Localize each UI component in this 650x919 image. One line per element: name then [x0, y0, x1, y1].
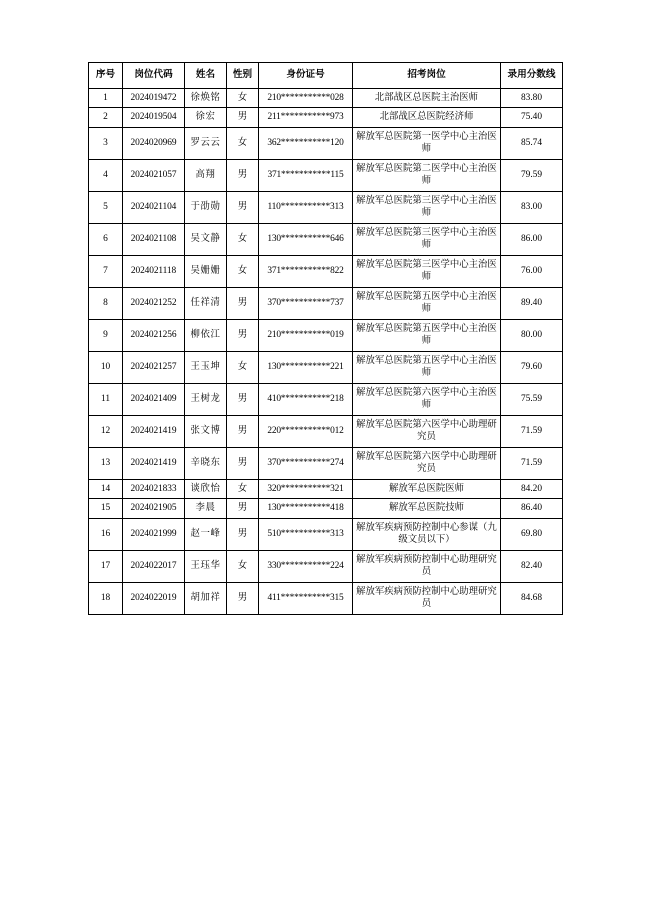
table-row	[89, 383, 563, 415]
cell-name: 王树龙	[185, 383, 227, 415]
table-row	[89, 550, 563, 582]
cell-id-number: 330***********224	[259, 550, 353, 582]
table-row	[89, 287, 563, 319]
cell-score-line: 69.80	[501, 518, 563, 550]
cell-post-code: 2024021409	[123, 383, 185, 415]
cell-position: 解放军总医院第五医学中心主治医师	[353, 287, 501, 319]
cell-gender: 男	[227, 287, 259, 319]
cell-name: 吴姗姗	[185, 255, 227, 287]
cell-gender: 男	[227, 415, 259, 447]
cell-index: 12	[89, 415, 123, 447]
cell-score-line: 84.68	[501, 582, 563, 614]
cell-index: 14	[89, 479, 123, 499]
column-header-name: 姓名	[185, 63, 227, 89]
cell-score-line: 76.00	[501, 255, 563, 287]
table-row	[89, 499, 563, 519]
cell-name: 于劭勋	[185, 191, 227, 223]
cell-index: 2	[89, 108, 123, 128]
cell-gender: 男	[227, 383, 259, 415]
cell-score-line: 83.80	[501, 88, 563, 108]
cell-id-number: 320***********321	[259, 479, 353, 499]
cell-gender: 女	[227, 351, 259, 383]
cell-gender: 男	[227, 191, 259, 223]
cell-id-number: 370***********737	[259, 287, 353, 319]
cell-score-line: 75.40	[501, 108, 563, 128]
cell-post-code: 2024021118	[123, 255, 185, 287]
cell-id-number: 371***********822	[259, 255, 353, 287]
cell-index: 8	[89, 287, 123, 319]
cell-id-number: 130***********646	[259, 223, 353, 255]
cell-name: 胡加祥	[185, 582, 227, 614]
table-row	[89, 319, 563, 351]
cell-post-code: 2024022017	[123, 550, 185, 582]
cell-id-number: 110***********313	[259, 191, 353, 223]
table-header-row	[89, 63, 563, 89]
cell-name: 李晨	[185, 499, 227, 519]
cell-gender: 女	[227, 88, 259, 108]
column-header-id-number: 身份证号	[259, 63, 353, 89]
cell-position: 解放军总医院技师	[353, 499, 501, 519]
cell-score-line: 71.59	[501, 447, 563, 479]
cell-post-code: 2024021256	[123, 319, 185, 351]
cell-gender: 女	[227, 223, 259, 255]
cell-index: 4	[89, 159, 123, 191]
cell-name: 赵一峰	[185, 518, 227, 550]
cell-post-code: 2024021104	[123, 191, 185, 223]
table-row	[89, 223, 563, 255]
table-row	[89, 518, 563, 550]
cell-index: 16	[89, 518, 123, 550]
cell-name: 徐焕铭	[185, 88, 227, 108]
cell-index: 17	[89, 550, 123, 582]
cell-name: 王珏华	[185, 550, 227, 582]
cell-id-number: 362***********120	[259, 127, 353, 159]
cell-score-line: 80.00	[501, 319, 563, 351]
cell-position: 解放军疾病预防控制中心参谋（九级文员以下）	[353, 518, 501, 550]
cell-position: 解放军疾病预防控制中心助理研究员	[353, 550, 501, 582]
cell-position: 解放军总医院第三医学中心主治医师	[353, 191, 501, 223]
cell-gender: 男	[227, 108, 259, 128]
cell-name: 徐宏	[185, 108, 227, 128]
cell-post-code: 2024021905	[123, 499, 185, 519]
cell-id-number: 510***********313	[259, 518, 353, 550]
cell-index: 5	[89, 191, 123, 223]
cell-gender: 女	[227, 479, 259, 499]
cell-id-number: 370***********274	[259, 447, 353, 479]
cell-gender: 女	[227, 127, 259, 159]
cell-gender: 男	[227, 518, 259, 550]
table-row	[89, 127, 563, 159]
cell-index: 13	[89, 447, 123, 479]
cell-name: 高翔	[185, 159, 227, 191]
cell-name: 张文博	[185, 415, 227, 447]
cell-position: 解放军总医院第一医学中心主治医师	[353, 127, 501, 159]
cell-name: 罗云云	[185, 127, 227, 159]
cell-index: 11	[89, 383, 123, 415]
cell-score-line: 83.00	[501, 191, 563, 223]
cell-index: 18	[89, 582, 123, 614]
table-row	[89, 479, 563, 499]
cell-score-line: 84.20	[501, 479, 563, 499]
cell-post-code: 2024021999	[123, 518, 185, 550]
cell-post-code: 2024021257	[123, 351, 185, 383]
table-row	[89, 191, 563, 223]
cell-position: 解放军总医院第三医学中心主治医师	[353, 223, 501, 255]
cell-name: 辛晓东	[185, 447, 227, 479]
cell-position: 解放军总医院第六医学中心助理研究员	[353, 415, 501, 447]
cell-id-number: 210***********028	[259, 88, 353, 108]
cell-position: 解放军总医院医师	[353, 479, 501, 499]
cell-post-code: 2024019472	[123, 88, 185, 108]
cell-gender: 男	[227, 447, 259, 479]
cell-id-number: 130***********418	[259, 499, 353, 519]
cell-post-code: 2024019504	[123, 108, 185, 128]
cell-post-code: 2024021252	[123, 287, 185, 319]
cell-id-number: 371***********115	[259, 159, 353, 191]
cell-id-number: 410***********218	[259, 383, 353, 415]
cell-score-line: 75.59	[501, 383, 563, 415]
table-body	[89, 88, 563, 614]
cell-gender: 女	[227, 550, 259, 582]
table-row	[89, 582, 563, 614]
cell-index: 1	[89, 88, 123, 108]
cell-position: 解放军总医院第三医学中心主治医师	[353, 255, 501, 287]
cell-name: 王玉坤	[185, 351, 227, 383]
cell-id-number: 411***********315	[259, 582, 353, 614]
column-header-post-code: 岗位代码	[123, 63, 185, 89]
table-row	[89, 415, 563, 447]
cell-post-code: 2024021833	[123, 479, 185, 499]
cell-id-number: 210***********019	[259, 319, 353, 351]
cell-gender: 男	[227, 582, 259, 614]
column-header-index: 序号	[89, 63, 123, 89]
cell-position: 解放军总医院第五医学中心主治医师	[353, 319, 501, 351]
table-header	[89, 63, 563, 89]
cell-score-line: 82.40	[501, 550, 563, 582]
table-row	[89, 255, 563, 287]
recruitment-score-table	[88, 62, 563, 615]
table-row	[89, 159, 563, 191]
column-header-score-line: 录用分数线	[501, 63, 563, 89]
cell-index: 10	[89, 351, 123, 383]
cell-position: 解放军总医院第六医学中心主治医师	[353, 383, 501, 415]
cell-post-code: 2024021108	[123, 223, 185, 255]
cell-post-code: 2024020969	[123, 127, 185, 159]
cell-post-code: 2024022019	[123, 582, 185, 614]
table-row	[89, 108, 563, 128]
cell-index: 9	[89, 319, 123, 351]
cell-score-line: 79.60	[501, 351, 563, 383]
cell-gender: 女	[227, 255, 259, 287]
cell-name: 任祥清	[185, 287, 227, 319]
cell-name: 吴文静	[185, 223, 227, 255]
cell-position: 北部战区总医院主治医师	[353, 88, 501, 108]
cell-score-line: 71.59	[501, 415, 563, 447]
cell-id-number: 220***********012	[259, 415, 353, 447]
cell-id-number: 211***********973	[259, 108, 353, 128]
cell-score-line: 86.00	[501, 223, 563, 255]
cell-position: 解放军总医院第六医学中心助理研究员	[353, 447, 501, 479]
cell-position: 解放军总医院第五医学中心主治医师	[353, 351, 501, 383]
cell-post-code: 2024021419	[123, 415, 185, 447]
cell-index: 7	[89, 255, 123, 287]
cell-index: 3	[89, 127, 123, 159]
cell-position: 解放军总医院第二医学中心主治医师	[353, 159, 501, 191]
cell-score-line: 79.59	[501, 159, 563, 191]
cell-post-code: 2024021419	[123, 447, 185, 479]
table-row	[89, 351, 563, 383]
cell-score-line: 85.74	[501, 127, 563, 159]
cell-gender: 男	[227, 319, 259, 351]
cell-position: 北部战区总医院经济师	[353, 108, 501, 128]
table-row	[89, 447, 563, 479]
cell-id-number: 130***********221	[259, 351, 353, 383]
cell-gender: 男	[227, 159, 259, 191]
column-header-gender: 性别	[227, 63, 259, 89]
cell-post-code: 2024021057	[123, 159, 185, 191]
cell-name: 柳依江	[185, 319, 227, 351]
cell-index: 6	[89, 223, 123, 255]
column-header-position: 招考岗位	[353, 63, 501, 89]
table-row	[89, 88, 563, 108]
cell-name: 谈欣怡	[185, 479, 227, 499]
cell-score-line: 89.40	[501, 287, 563, 319]
cell-score-line: 86.40	[501, 499, 563, 519]
cell-index: 15	[89, 499, 123, 519]
cell-position: 解放军疾病预防控制中心助理研究员	[353, 582, 501, 614]
cell-gender: 男	[227, 499, 259, 519]
